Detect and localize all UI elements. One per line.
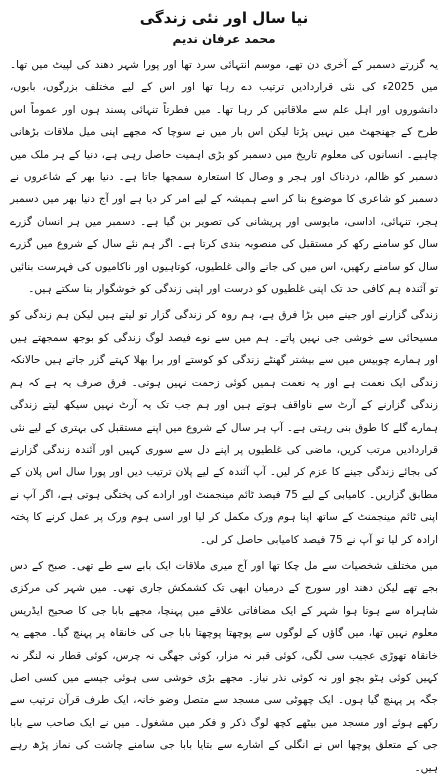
author-name: محمد عرفان ندیم [172, 32, 276, 46]
article-title: نیا سال اور نئی زندگی [139, 9, 309, 27]
article-paragraph-2: زندگی گزارنے اور جینے میں بڑا فرق ہے، ہم روہ کر زندگی گزار تو لیتے ہیں لیکن ہم زندگی کو مسیحائی سے خوشی جی نہیں پاتے۔ ہم میں سے نوے فیصد لوگ زندگی کو بوجھ سمجھتے ہیں اور ہمارے چوبیس میں سے بیشتر گھنٹے زندگی کو کوستے اور برا بھلا کہتے گزر جاتے ہیں حالانکہ زندگی ایک نعمت ہے اور یہ نعمت ہمیں کوئی زحمت نہیں ہوتی۔ فرق صرف یہ ہے کہ ہم زندگی گزارنے کے آرٹ سے ناواقف ہوتے ہیں اور ہم جب تک یہ آرٹ نہیں سیکھ لیتے زندگی ہمارے گلے کا طوق بنی رہتی ہے۔ آپ ہر سال کے شروع میں اپنے مستقبل کی بہتری کے لیے نئی قراردادیں مرتب کریں، ماضی کی غلطیوں پر اپنے دل سے سوری کہیں اور آئندہ زندگی گزارنے کی بجائے زندگی جینے کا عزم کر لیں۔ آپ آئندہ کے لیے پلان ترتیب دیں اور پورا سال اس پلان کے مطابق گزاریں۔ کامیابی کے لیے 75 فیصد ٹائم مینجمنٹ اور ارادے کی پختگی ہوتی ہے، اگر آپ نے اپنی ٹائم مینجمنٹ کے ساتھ اپنا ہوم ورک مکمل کر لیا اور اسی ہوم ورک پر عمل کرنے کا پختہ ارادہ کر لیا تو آپ نے 75 فیصد کامیابی حاصل کر لی۔ [10, 309, 438, 546]
article-paragraph-1: یہ گزرتے دسمبر کے آخری دن تھے، موسم انتہائی سرد تھا اور پورا شہر دھند کی لپیٹ میں تھا۔ میں 2025ء کی نئی قراردادیں ترتیب دے رہا تھا اور اس کے لیے مختلف بزرگوں، بابوں، دانشوروں اور اہل علم سے ملاقاتیں کر رہا تھا۔ میں فطرتاً تنہائی پسند ہوں اور عموماً اس طرح کے جھنجھٹ میں نہیں پڑتا لیکن اس بار میں نے سوچا کہ مجھے اپنی میل ملاقات بڑھانی چاہیے۔ انسانوں کی معلوم تاریخ میں دسمبر کو بڑی اہمیت حاصل رہی ہے، دنیا کے ہر ملک میں دسمبر کو ظالم، دردناک اور ہجر و وصال کا استعارہ سمجھا جاتا ہے۔ دنیا بھر کے شاعروں نے دسمبر کو شاعری کا موضوع بنا کر اسے ہمیشہ کے لیے امر کر دیا ہے اور آج دنیا بھر میں دسمبر ہجر، تنہائی، اداسی، مایوسی اور پریشانی کی تصویر بن گیا ہے۔ دسمبر میں ہر انسان گزرے سال کو سامنے رکھ کر مستقبل کی منصوبہ بندی کرتا ہے۔ اگر ہم نئے سال کے شروع میں گزرے سال کو سامنے رکھیں، اس میں کی جانے والی غلطیوں، کوتاہیوں اور ناکامیوں کی فہرست بنائیں تو آئندہ ہم کافی حد تک اپنی غلطیوں کو درست اور اپنی زندگی کو خوشگوار بنا سکتے ہیں۔ [10, 59, 439, 296]
article-paragraph-3: میں مختلف شخصیات سے مل چکا تھا اور آج میری ملاقات ایک بابے سے طے تھی۔ صبح کے دس بجے تھے لیکن دھند اور سورج کے درمیان ابھی تک کشمکش جاری تھی۔ میں شہر کی مرکزی شاہراہ سے ہوتا ہوا شہر کے ایک مضافاتی علاقے میں پہنچا، مجھے بابا جی کا صحیح ایڈریس معلوم نہیں تھا، میں گاؤں کے لوگوں سے پوچھتا پوچھتا بابا جی کی خانقاہ پر پہنچ گیا۔ مجھے یہ خانقاہ تھوڑی عجیب سی لگی، کوئی قبر نہ مزار، کوئی جھگی نہ چرس، کوئی قطار نہ لنگر نہ کہیں کوئی ہٹو بچو اور نہ کوئی نذر نیاز۔ مجھے بڑی خوشی سی ہوئی جیسے میں کسی اصل جگہ پر پہنچ گیا ہوں۔ ایک چھوٹی سی مسجد سے متصل وضو خانہ، ایک طرف قرآن ترتیب سے رکھے ہوئے اور مسجد میں بیٹھے کچھ لوگ ذکر و فکر میں مشغول۔ میں نے ایک صاحب سے بابا جی کے متعلق پوچھا اس نے انگلی کے اشارے سے بتایا بابا جی سامنے چاشت کی نماز پڑھ رہے ہیں۔ [10, 559, 438, 774]
